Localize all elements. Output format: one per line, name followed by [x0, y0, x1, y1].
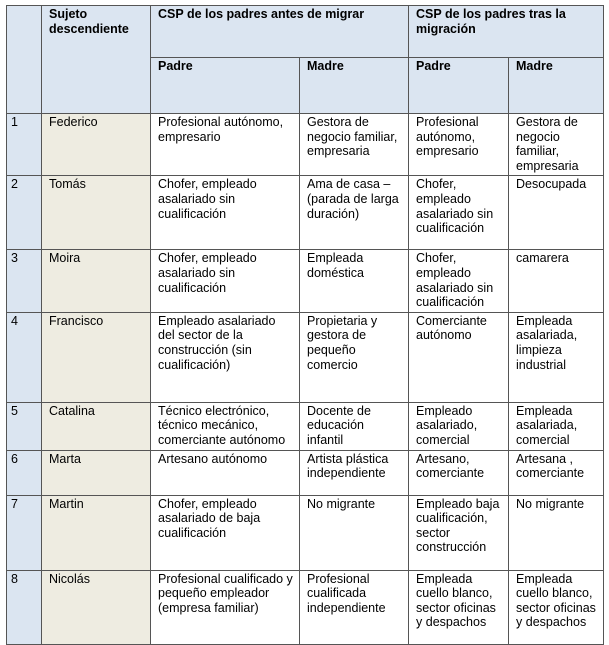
father-after-cell: Artesano, comerciante — [409, 450, 509, 495]
mother-after-cell: Desocupada — [509, 176, 604, 250]
subject-name: Nicolás — [42, 570, 151, 644]
mother-after-cell: Empleada asalariada, comercial — [509, 402, 604, 450]
father-after-cell: Profesional autónomo, empresario — [409, 114, 509, 176]
father-after-cell: Chofer, empleado asalariado sin cualificación — [409, 176, 509, 250]
subject-name: Francisco — [42, 312, 151, 402]
row-number: 4 — [7, 312, 42, 402]
subject-name: Catalina — [42, 402, 151, 450]
mother-after-cell: Gestora de negocio familiar, empresaria — [509, 114, 604, 176]
mother-before-cell: Empleada doméstica — [300, 250, 409, 312]
subject-name: Martin — [42, 495, 151, 570]
header-subject: Sujeto descendiente — [42, 6, 151, 114]
father-before-cell: Profesional cualificado y pequeño empleador (empresa familiar) — [151, 570, 300, 644]
table-row — [7, 250, 604, 312]
table-row — [7, 114, 604, 176]
father-after-cell: Empleado baja cualificación, sector construcción — [409, 495, 509, 570]
father-before-cell: Chofer, empleado asalariado de baja cualificación — [151, 495, 300, 570]
table-row — [7, 570, 604, 644]
father-before-cell: Chofer, empleado asalariado sin cualificación — [151, 250, 300, 312]
father-after-cell: Empleado asalariado, comercial — [409, 402, 509, 450]
mother-before-cell: Profesional cualificada independiente — [300, 570, 409, 644]
header-mother-after: Madre — [509, 58, 604, 114]
row-number: 2 — [7, 176, 42, 250]
mother-before-cell: No migrante — [300, 495, 409, 570]
header-father-after: Padre — [409, 58, 509, 114]
header-father-before: Padre — [151, 58, 300, 114]
mother-after-cell: Artesana , comerciante — [509, 450, 604, 495]
row-number: 1 — [7, 114, 42, 176]
header-group-before: CSP de los padres antes de migrar — [151, 6, 409, 58]
father-after-cell: Comerciante autónomo — [409, 312, 509, 402]
row-number: 5 — [7, 402, 42, 450]
header-num-cell — [7, 6, 42, 114]
father-before-cell: Empleado asalariado del sector de la construcción (sin cualificación) — [151, 312, 300, 402]
father-after-cell: Empleada cuello blanco, sector oficinas y despachos — [409, 570, 509, 644]
subject-name: Moira — [42, 250, 151, 312]
father-after-cell: Chofer, empleado asalariado sin cualificación — [409, 250, 509, 312]
row-number: 7 — [7, 495, 42, 570]
table-row — [7, 450, 604, 495]
header-group-after: CSP de los padres tras la migración — [409, 6, 604, 58]
csp-table — [6, 5, 604, 645]
row-number: 8 — [7, 570, 42, 644]
father-before-cell: Artesano autónomo — [151, 450, 300, 495]
row-number: 3 — [7, 250, 42, 312]
mother-after-cell: Empleada asalariada, limpieza industrial — [509, 312, 604, 402]
mother-after-cell: camarera — [509, 250, 604, 312]
mother-before-cell: Artista plástica independiente — [300, 450, 409, 495]
mother-before-cell: Docente de educación infantil — [300, 402, 409, 450]
mother-before-cell: Gestora de negocio familiar, empresaria — [300, 114, 409, 176]
subject-name: Federico — [42, 114, 151, 176]
row-number: 6 — [7, 450, 42, 495]
table-row — [7, 495, 604, 570]
table-row — [7, 402, 604, 450]
father-before-cell: Profesional autónomo, empresario — [151, 114, 300, 176]
subject-name: Marta — [42, 450, 151, 495]
header-mother-before: Madre — [300, 58, 409, 114]
father-before-cell: Chofer, empleado asalariado sin cualificación — [151, 176, 300, 250]
mother-after-cell: No migrante — [509, 495, 604, 570]
mother-before-cell: Propietaria y gestora de pequeño comercio — [300, 312, 409, 402]
table-row — [7, 312, 604, 402]
father-before-cell: Técnico electrónico, técnico mecánico, comerciante autónomo — [151, 402, 300, 450]
mother-before-cell: Ama de casa – (parada de larga duración) — [300, 176, 409, 250]
mother-after-cell: Empleada cuello blanco, sector oficinas y despachos — [509, 570, 604, 644]
table-row — [7, 176, 604, 250]
header-row-top — [7, 6, 604, 58]
subject-name: Tomás — [42, 176, 151, 250]
